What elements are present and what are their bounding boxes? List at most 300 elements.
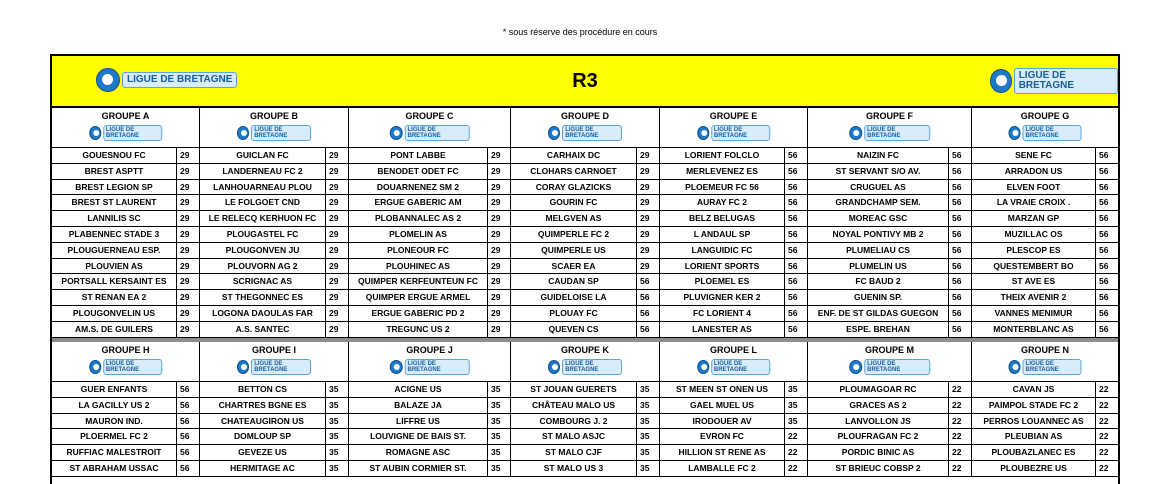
club-name: QUIMPER KERFEUNTEUN FC (349, 274, 488, 289)
district-code: 29 (491, 228, 501, 239)
district-code: 29 (329, 197, 339, 208)
district-code: 22 (1099, 399, 1109, 410)
table-row (511, 148, 659, 164)
group-header (52, 108, 199, 148)
group-header (52, 342, 199, 382)
league-logo-right (990, 68, 1118, 94)
district-code: 56 (1099, 260, 1109, 271)
club-name: ST MALO ASJC (511, 429, 637, 444)
table-row (972, 290, 1118, 306)
table-row (808, 211, 971, 227)
district-code: 56 (788, 276, 798, 287)
table-row (349, 274, 510, 290)
club-name: SENE FC (972, 148, 1096, 163)
club-name: LANNILIS SC (52, 211, 177, 226)
table-row (511, 195, 659, 211)
table-row (660, 243, 807, 259)
table-row (52, 274, 199, 290)
table-row (511, 322, 659, 338)
district-code: 56 (1099, 150, 1109, 160)
league-logo-text: LIGUE DE BRETAGNE (864, 359, 930, 375)
district-code: 35 (788, 399, 798, 410)
district-code: 35 (329, 447, 339, 458)
group-title: GROUPE F (865, 111, 913, 121)
table-row (200, 290, 348, 306)
district-code: 56 (788, 292, 798, 303)
table-row (511, 211, 659, 227)
district-code: 29 (491, 165, 501, 176)
district-code: 29 (329, 165, 339, 176)
table-row (52, 398, 199, 414)
district-code: 22 (952, 384, 962, 394)
club-name: BETTON CS (200, 382, 326, 397)
club-name: ST AUBIN CORMIER ST. (349, 461, 488, 476)
table-row (808, 180, 971, 196)
table-row (511, 414, 659, 430)
club-name: MERLEVENEZ ES (660, 164, 785, 179)
table-row (52, 461, 199, 477)
district-code: 22 (952, 447, 962, 458)
club-name: ST MALO US 3 (511, 461, 637, 476)
table-row (349, 290, 510, 306)
group-header (511, 342, 659, 382)
league-logo-text: LIGUE DE BRETAGNE (122, 72, 237, 88)
district-code: 29 (491, 150, 501, 160)
district-code: 56 (788, 323, 798, 334)
district-code: 56 (788, 244, 798, 255)
table-row (511, 445, 659, 461)
league-logo-text: LIGUE DE BRETAGNE (562, 125, 622, 141)
district-code: 56 (1099, 292, 1109, 303)
club-name: DOMLOUP SP (200, 429, 326, 444)
club-name: CORAY GLAZICKS (511, 180, 637, 195)
league-logo-text: LIGUE DE BRETAGNE (103, 125, 162, 141)
table-row (349, 259, 510, 275)
group-title: GROUPE E (709, 111, 758, 121)
table-row (511, 164, 659, 180)
club-name: ST RENAN EA 2 (52, 290, 177, 305)
club-name: BELZ BELUGAS (660, 211, 785, 226)
district-code: 35 (491, 399, 501, 410)
table-row (972, 429, 1118, 445)
group-header (972, 108, 1118, 148)
table-row (52, 306, 199, 322)
league-logo (849, 125, 931, 141)
table-row (349, 211, 510, 227)
club-name: CAUDAN SP (511, 274, 637, 289)
club-name: AM.S. DE GUILERS (52, 322, 177, 337)
district-code: 22 (1099, 462, 1109, 473)
club-name: NAIZIN FC (808, 148, 949, 163)
club-name: BALAZE JA (349, 398, 488, 413)
table-row (52, 164, 199, 180)
club-name: GUER ENFANTS (52, 382, 177, 397)
district-code: 56 (952, 307, 962, 318)
league-logo-text: LIGUE DE BRETAGNE (1023, 125, 1082, 141)
club-name: AURAY FC 2 (660, 195, 785, 210)
club-name: HILLION ST RENE AS (660, 445, 785, 460)
district-code: 56 (952, 292, 962, 303)
club-name: PLOUGUERNEAU ESP. (52, 243, 177, 258)
district-code: 35 (329, 431, 339, 442)
district-code: 56 (788, 260, 798, 271)
group-header (511, 108, 659, 148)
district-code: 22 (952, 399, 962, 410)
table-row (200, 164, 348, 180)
table-row (972, 414, 1118, 430)
club-name: COMBOURG J. 2 (511, 414, 637, 429)
district-code: 35 (329, 399, 339, 410)
club-name: ST SERVANT S/O AV. (808, 164, 949, 179)
table-row (200, 180, 348, 196)
league-logo (237, 359, 311, 375)
district-code: 29 (491, 260, 501, 271)
district-code: 29 (180, 276, 190, 287)
club-name: MUZILLAC OS (972, 227, 1096, 242)
district-code: 56 (952, 323, 962, 334)
club-name: ELVEN FOOT (972, 180, 1096, 195)
club-name: LOUVIGNE DE BAIS ST. (349, 429, 488, 444)
group-header (808, 342, 971, 382)
district-code: 29 (180, 323, 190, 334)
group-header (808, 108, 971, 148)
club-name: MELGVEN AS (511, 211, 637, 226)
group-title: GROUPE J (406, 345, 453, 355)
district-code: 56 (180, 431, 190, 442)
club-name: QUIMPER ERGUE ARMEL (349, 290, 488, 305)
table-row (972, 274, 1118, 290)
table-row (972, 243, 1118, 259)
table-row (200, 398, 348, 414)
group-title: GROUPE K (560, 345, 609, 355)
league-logo (548, 125, 622, 141)
league-logo-text: LIGUE DE BRETAGNE (711, 125, 770, 141)
group-n-table (972, 342, 1118, 477)
group-g-table (972, 108, 1118, 338)
district-code: 29 (180, 292, 190, 303)
club-name: NOYAL PONTIVY MB 2 (808, 227, 949, 242)
table-row (200, 211, 348, 227)
league-logo-text: LIGUE DE BRETAGNE (864, 125, 930, 141)
group-b-table (200, 108, 349, 338)
district-code: 56 (1099, 244, 1109, 255)
table-row (52, 180, 199, 196)
table-row (808, 259, 971, 275)
group-title: GROUPE H (101, 345, 150, 355)
table-row (52, 382, 199, 398)
group-m-table (808, 342, 972, 477)
table-row (660, 414, 807, 430)
club-name: ST BRIEUC COBSP 2 (808, 461, 949, 476)
club-name: BREST LEGION SP (52, 180, 177, 195)
district-code: 22 (788, 447, 798, 458)
club-name: ST THEGONNEC ES (200, 290, 326, 305)
table-row (808, 164, 971, 180)
club-name: ST ABRAHAM USSAC (52, 461, 177, 476)
table-row (511, 259, 659, 275)
football-icon (697, 360, 709, 374)
table-row (972, 445, 1118, 461)
group-a-table (52, 108, 200, 338)
club-name: GUIDELOISE LA (511, 290, 637, 305)
table-row (52, 227, 199, 243)
group-title: GROUPE C (405, 111, 454, 121)
football-icon (548, 360, 560, 374)
table-row (660, 306, 807, 322)
club-name: ARRADON US (972, 164, 1096, 179)
table-row (200, 322, 348, 338)
district-code: 29 (329, 244, 339, 255)
league-logo (849, 359, 931, 375)
club-name: GOURIN FC (511, 195, 637, 210)
club-name: PLOUHINEC AS (349, 259, 488, 274)
district-code: 29 (640, 181, 650, 192)
club-name: PLOUVORN AG 2 (200, 259, 326, 274)
district-code: 29 (329, 276, 339, 287)
table-row (808, 445, 971, 461)
league-logo (389, 359, 470, 375)
district-code: 56 (788, 307, 798, 318)
table-row (511, 382, 659, 398)
club-name: PORTSALL KERSAINT ES (52, 274, 177, 289)
district-code: 29 (640, 150, 650, 160)
district-code: 56 (952, 228, 962, 239)
club-name: LANESTER AS (660, 322, 785, 337)
district-code: 56 (1099, 165, 1109, 176)
district-code: 29 (640, 244, 650, 255)
table-row (200, 306, 348, 322)
district-code: 56 (952, 197, 962, 208)
division-title: R3 (572, 70, 598, 92)
club-name: LANGUIDIC FC (660, 243, 785, 258)
club-name: ST MEEN ST ONEN US (660, 382, 785, 397)
table-row (808, 398, 971, 414)
group-h-table (52, 342, 200, 477)
club-name: QUESTEMBERT BO (972, 259, 1096, 274)
table-row (52, 445, 199, 461)
district-code: 29 (180, 228, 190, 239)
group-i-table (200, 342, 349, 477)
club-name: PLOEMEL ES (660, 274, 785, 289)
district-code: 35 (329, 384, 339, 394)
football-icon (1009, 360, 1021, 374)
football-icon (237, 360, 249, 374)
table-row (972, 382, 1118, 398)
district-code: 35 (640, 399, 650, 410)
league-logo-text: LIGUE DE BRETAGNE (103, 359, 162, 375)
club-name: FC LORIENT 4 (660, 306, 785, 321)
district-code: 22 (952, 415, 962, 426)
district-code: 29 (491, 181, 501, 192)
football-icon (1009, 126, 1021, 140)
table-row (808, 290, 971, 306)
table-row (511, 274, 659, 290)
table-row (349, 445, 510, 461)
district-code: 56 (1099, 197, 1109, 208)
club-name: LANDERNEAU FC 2 (200, 164, 326, 179)
district-code: 56 (952, 244, 962, 255)
club-name: GRANDCHAMP SEM. (808, 195, 949, 210)
league-logo-text: LIGUE DE BRETAGNE (1014, 68, 1118, 94)
football-icon (849, 360, 862, 374)
club-name: CHATEAUGIRON US (200, 414, 326, 429)
district-code: 56 (788, 150, 798, 160)
district-code: 56 (1099, 323, 1109, 334)
group-l-table (660, 342, 808, 477)
table-row (349, 306, 510, 322)
table-row (52, 259, 199, 275)
table-row (808, 322, 971, 338)
league-logo (237, 125, 311, 141)
table-row (200, 243, 348, 259)
football-icon (389, 360, 402, 374)
district-code: 35 (491, 431, 501, 442)
table-row (808, 414, 971, 430)
club-name: MAURON IND. (52, 414, 177, 429)
table-row (511, 429, 659, 445)
club-name: PORDIC BINIC AS (808, 445, 949, 460)
table-row (660, 445, 807, 461)
club-name: GUENIN SP. (808, 290, 949, 305)
table-row (972, 180, 1118, 196)
league-logo (1009, 125, 1082, 141)
club-name: PLOMELIN AS (349, 227, 488, 242)
football-icon (89, 360, 101, 374)
district-code: 22 (1099, 447, 1109, 458)
table-row (808, 148, 971, 164)
table-row (200, 445, 348, 461)
table-row (972, 164, 1118, 180)
table-row (660, 398, 807, 414)
league-logo-text: LIGUE DE BRETAGNE (405, 125, 470, 141)
club-name: PLOUVIEN AS (52, 259, 177, 274)
club-name: PLUMELIAU CS (808, 243, 949, 258)
football-icon (990, 69, 1012, 93)
table-row (52, 322, 199, 338)
district-code: 35 (491, 447, 501, 458)
table-row (660, 227, 807, 243)
district-code: 56 (180, 384, 190, 394)
district-code: 56 (180, 462, 190, 473)
district-code: 29 (180, 213, 190, 224)
table-row (511, 290, 659, 306)
table-row (349, 148, 510, 164)
league-logo (1009, 359, 1082, 375)
district-code: 35 (788, 384, 798, 394)
table-row (52, 195, 199, 211)
table-row (972, 461, 1118, 477)
table-row (972, 227, 1118, 243)
district-code: 29 (180, 307, 190, 318)
district-code: 56 (640, 323, 650, 334)
district-code: 22 (952, 431, 962, 442)
club-name: LANHOUARNEAU PLOU (200, 180, 326, 195)
club-name: MONTERBLANC AS (972, 322, 1096, 337)
district-code: 29 (491, 244, 501, 255)
club-name: CHARTRES BGNE ES (200, 398, 326, 413)
group-title: GROUPE G (1020, 111, 1070, 121)
club-name: PLOUGONVEN JU (200, 243, 326, 258)
football-icon (89, 126, 101, 140)
group-j-table (349, 342, 511, 477)
district-code: 56 (788, 165, 798, 176)
table-row (660, 290, 807, 306)
table-row (511, 398, 659, 414)
district-code: 56 (952, 213, 962, 224)
club-name: GEVEZE US (200, 445, 326, 460)
club-name: PONT LABBE (349, 148, 488, 163)
table-row (200, 461, 348, 477)
district-code: 35 (788, 415, 798, 426)
district-code: 35 (640, 431, 650, 442)
district-code: 56 (1099, 181, 1109, 192)
district-code: 29 (329, 213, 339, 224)
table-row (972, 259, 1118, 275)
group-f-table (808, 108, 972, 338)
club-name: PLEUBIAN AS (972, 429, 1096, 444)
club-name: CAVAN JS (972, 382, 1096, 397)
club-name: QUIMPERLE FC 2 (511, 227, 637, 242)
table-row (52, 290, 199, 306)
table-row (349, 227, 510, 243)
district-code: 22 (952, 462, 962, 473)
table-row (660, 180, 807, 196)
table-row (200, 414, 348, 430)
table-row (660, 259, 807, 275)
club-name: CHÂTEAU MALO US (511, 398, 637, 413)
club-name: L ANDAUL SP (660, 227, 785, 242)
table-row (660, 322, 807, 338)
group-header (660, 108, 807, 148)
district-code: 56 (180, 415, 190, 426)
table-row (511, 461, 659, 477)
table-row (972, 211, 1118, 227)
club-name: LAMBALLE FC 2 (660, 461, 785, 476)
club-name: HERMITAGE AC (200, 461, 326, 476)
table-row (200, 148, 348, 164)
table-row (972, 306, 1118, 322)
district-code: 35 (491, 384, 501, 394)
club-name: PLOUGONVELIN US (52, 306, 177, 321)
league-logo-text: LIGUE DE BRETAGNE (711, 359, 770, 375)
club-name: PLONEOUR FC (349, 243, 488, 258)
table-row (808, 243, 971, 259)
r3-groups-sheet (50, 54, 1120, 484)
club-name: EVRON FC (660, 429, 785, 444)
club-name: ERGUE GABERIC PD 2 (349, 306, 488, 321)
club-name: LA VRAIE CROIX . (972, 195, 1096, 210)
club-name: MOREAC GSC (808, 211, 949, 226)
group-header (660, 342, 807, 382)
football-icon (389, 126, 402, 140)
club-name: PLOUBEZRE US (972, 461, 1096, 476)
table-row (808, 306, 971, 322)
club-name: ACIGNE US (349, 382, 488, 397)
league-logo-text: LIGUE DE BRETAGNE (562, 359, 622, 375)
club-name: LIFFRE US (349, 414, 488, 429)
table-row (511, 227, 659, 243)
table-row (349, 461, 510, 477)
table-row (972, 195, 1118, 211)
district-code: 29 (329, 150, 339, 160)
table-row (808, 195, 971, 211)
district-code: 56 (952, 150, 962, 160)
club-name: PLUVIGNER KER 2 (660, 290, 785, 305)
district-code: 29 (329, 307, 339, 318)
table-row (660, 429, 807, 445)
table-row (349, 414, 510, 430)
group-c-table (349, 108, 511, 338)
